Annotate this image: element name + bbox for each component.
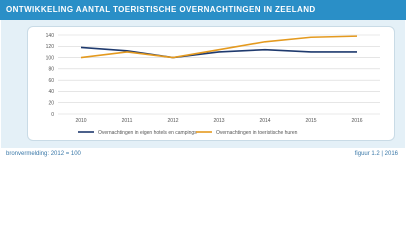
legend-label-2: Overnachtingen in toeristische huren xyxy=(216,129,298,136)
x-tick-label: 2016 xyxy=(351,118,363,124)
x-tick-label: 2013 xyxy=(213,118,225,124)
series-line-2 xyxy=(81,36,357,57)
y-tick-label: 80 xyxy=(48,66,54,73)
y-tick-label: 40 xyxy=(48,89,54,96)
y-tick-label: 100 xyxy=(45,55,54,62)
y-tick-label: 120 xyxy=(45,44,54,51)
x-tick-label: 2015 xyxy=(305,118,317,124)
y-tick-label: 0 xyxy=(51,111,54,118)
y-tick-label: 20 xyxy=(48,100,54,107)
y-tick-label: 60 xyxy=(48,77,54,84)
legend-label-1: Overnachtingen in eigen hotels en campings xyxy=(98,129,197,136)
chart-title: ONTWIKKELING AANTAL TOERISTISCHE OVERNACHTINGEN IN ZEELAND xyxy=(6,5,316,14)
series-layer xyxy=(81,36,357,57)
grid-layer xyxy=(58,35,380,114)
source-note: bronvermelding: 2012 = 100 xyxy=(6,151,81,157)
x-tick-label: 2012 xyxy=(167,118,179,124)
y-tick-label: 140 xyxy=(45,32,54,39)
x-tick-label: 2011 xyxy=(121,118,133,124)
x-tick-label: 2010 xyxy=(75,118,87,124)
figure-reference: figuur 1.2 | 2016 xyxy=(354,151,398,157)
x-tick-label: 2014 xyxy=(259,118,271,124)
legend xyxy=(78,130,298,136)
